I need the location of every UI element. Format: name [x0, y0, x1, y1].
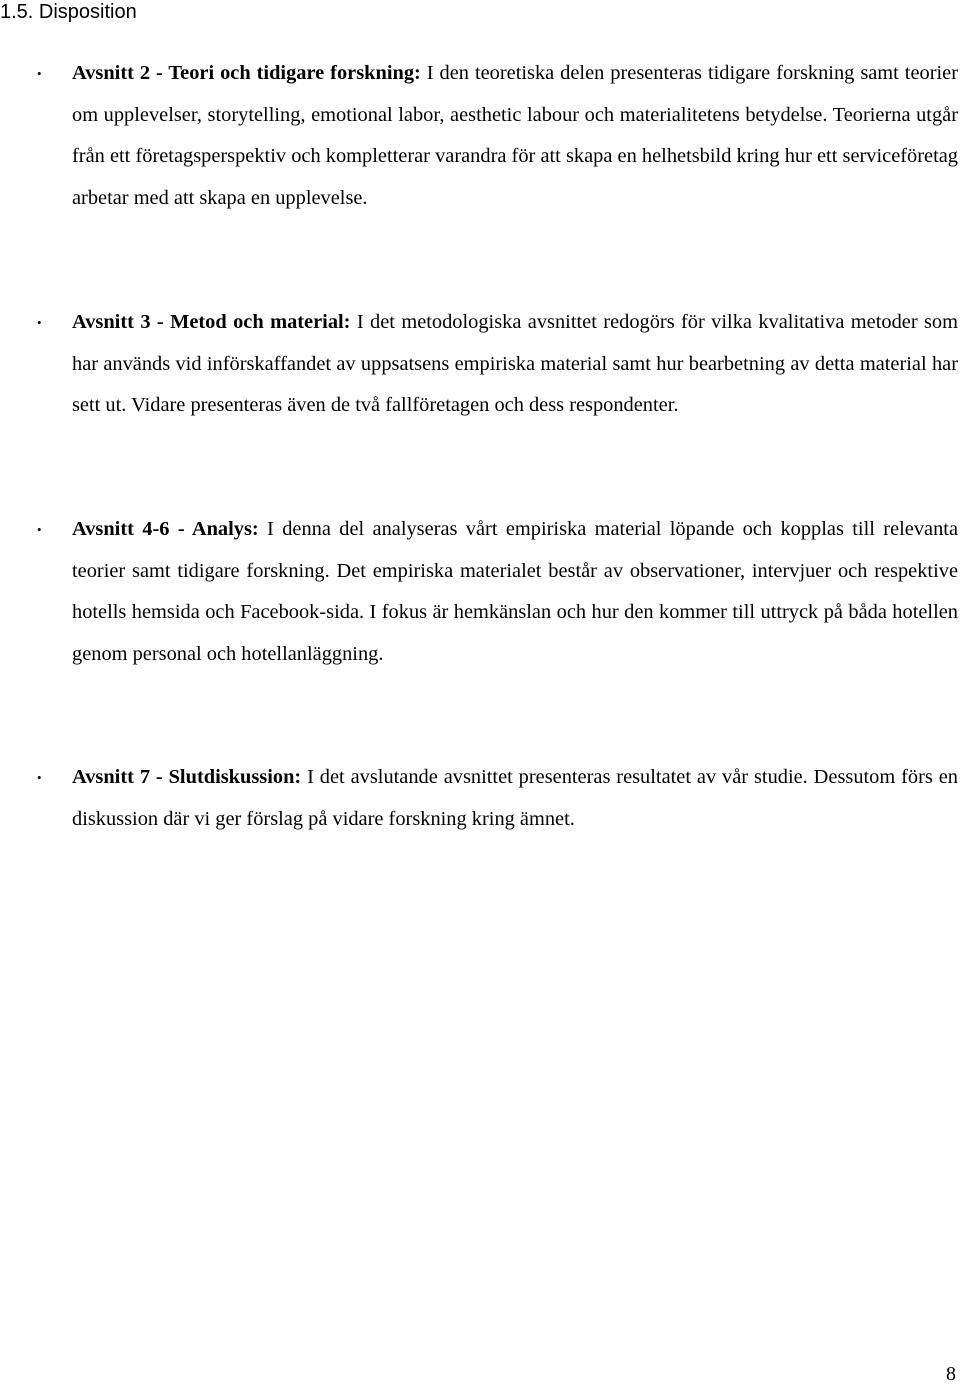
list-item-section-2 [72, 53, 958, 219]
bullet-icon: • [37, 315, 42, 330]
page-number: 8 [946, 1363, 956, 1385]
list-item-lead: Avsnitt 4-6 - Analys: [72, 518, 259, 540]
list-item-text: I det metodologiska avsnittet redogörs för vilka kvalitativa metoder som har används vid införskaffandet av uppsatsens empiriska material samt hur bearbetning av detta material har sett ut. Vidare presenteras även de två fallföretagen och dess respondenter. [72, 311, 958, 416]
bullet-icon: • [37, 522, 42, 537]
section-heading: 1.5. Disposition [0, 1, 137, 23]
list-item-text: I denna del analyseras vårt empiriska material löpande och kopplas till relevanta teorier samt tidigare forskning. Det empiriska materialet består av observationer, intervjuer och respektive hotells hemsida och Facebook-sida. I fokus är hemkänslan och hur den kommer till uttryck på båda hotellen genom personal och hotellanläggning. [72, 518, 958, 665]
list-item-lead: Avsnitt 7 - Slutdiskussion: [72, 766, 302, 788]
bullet-icon: • [37, 770, 42, 785]
list-item-section-7 [72, 757, 958, 840]
list-item-text: I den teoretiska delen presenteras tidigare forskning samt teorier om upplevelser, storytelling, emotional labor, aesthetic labour och materialitetens betydelse. Teorierna utgår från ett företagsperspektiv och kompletterar varandra för att skapa en helhetsbild kring hur ett serviceföretag arbetar med att skapa en upplevelse. [72, 62, 958, 209]
list-item-section-4-6 [72, 509, 958, 675]
list-item-section-3 [72, 302, 958, 427]
bullet-icon: • [37, 66, 42, 81]
list-item-lead: Avsnitt 3 - Metod och material: [72, 311, 351, 333]
list-item-text: I det avslutande avsnittet presenteras resultatet av vår studie. Dessutom förs en diskussion där vi ger förslag på vidare forskning kring ämnet. [72, 766, 958, 830]
list-item-lead: Avsnitt 2 - Teori och tidigare forskning: [72, 62, 421, 84]
